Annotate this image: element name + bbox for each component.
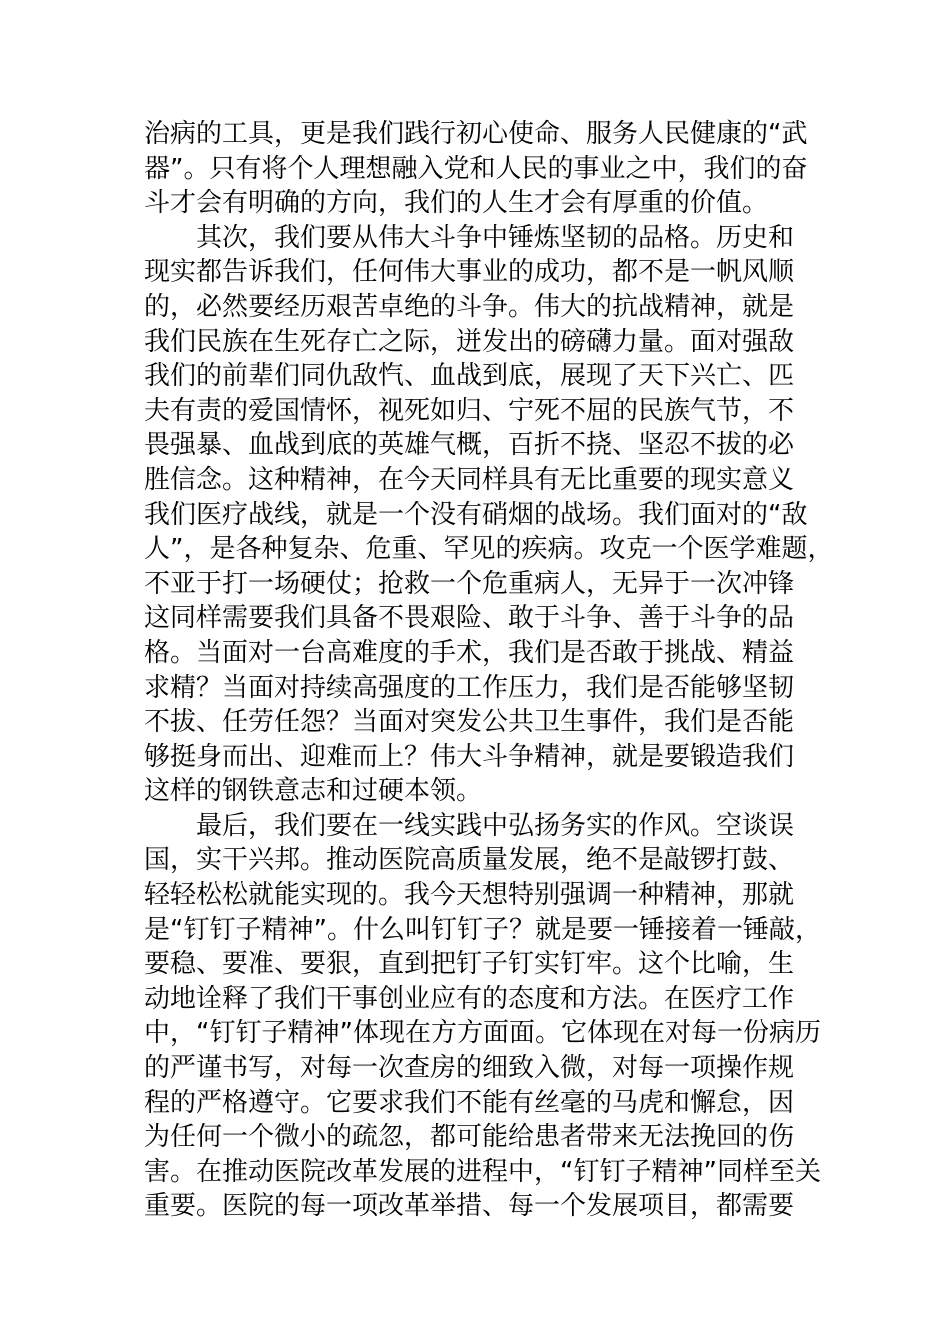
text-line: 这同样需要我们具备不畏艰险、敢于斗争、善于斗争的品 <box>144 603 795 634</box>
text-line: 重要。医院的每一项改革举措、每一个发展项目，都需要 <box>144 1191 795 1222</box>
text-line: 的严谨书写，对每一次查房的细致入微，对每一项操作规 <box>144 1053 795 1084</box>
text-line: 是“钉钉子精神”。什么叫钉钉子？就是要一锤接着一锤敲， <box>144 914 821 945</box>
text-line: 我们的前辈们同仇敌忾、血战到底，展现了天下兴亡、匹 <box>144 361 795 392</box>
text-line: 动地诠释了我们干事创业应有的态度和方法。在医疗工作 <box>144 983 795 1014</box>
text-line: 够挺身而出、迎难而上？伟大斗争精神，就是要锻造我们 <box>144 741 795 772</box>
text-line: 斗才会有明确的方向，我们的人生才会有厚重的价值。 <box>144 188 769 219</box>
text-line: 格。当面对一台高难度的手术，我们是否敢于挑战、精益 <box>144 637 795 668</box>
text-line: 这样的钢铁意志和过硬本领。 <box>144 776 483 807</box>
paragraph-first-line: 其次，我们要从伟大斗争中锤炼坚韧的品格。历史和 <box>196 222 795 253</box>
text-line: 求精？当面对持续高强度的工作压力，我们是否能够坚韧 <box>144 672 795 703</box>
text-line: 的，必然要经历艰苦卓绝的斗争。伟大的抗战精神，就是 <box>144 291 795 322</box>
text-line: 不亚于打一场硬仗；抢救一个危重病人，无异于一次冲锋 <box>144 568 795 599</box>
body-text <box>144 117 844 1224</box>
text-line: 国，实干兴邦。推动医院高质量发展，绝不是敲锣打鼓、 <box>144 845 795 876</box>
text-line: 我们医疗战线，就是一个没有硝烟的战场。我们面对的“敌 <box>144 499 808 530</box>
text-line: 程的严格遵守。它要求我们不能有丝毫的马虎和懈怠，因 <box>144 1087 795 1118</box>
text-line: 中，“钉钉子精神”体现在方方面面。它体现在对每一份病历 <box>144 1018 821 1049</box>
text-line: 为任何一个微小的疏忽，都可能给患者带来无法挽回的伤 <box>144 1122 795 1153</box>
text-line: 不拔、任劳任怨？当面对突发公共卫生事件，我们是否能 <box>144 707 795 738</box>
text-line: 我们民族在生死存亡之际，迸发出的磅礴力量。面对强敌 <box>144 326 795 357</box>
text-line: 治病的工具，更是我们践行初心使命、服务人民健康的“武 <box>144 119 808 149</box>
text-line: 胜信念。这种精神，在今天同样具有无比重要的现实意义 <box>144 464 795 495</box>
text-line: 畏强暴、血战到底的英雄气概，百折不挠、坚忍不拔的必 <box>144 430 795 461</box>
paragraph-first-line: 最后，我们要在一线实践中弘扬务实的作风。空谈误 <box>196 810 795 841</box>
text-line: 器”。只有将个人理想融入党和人民的事业之中，我们的奋 <box>144 153 808 184</box>
text-line: 轻轻松松就能实现的。我今天想特别强调一种精神，那就 <box>144 880 795 911</box>
text-line: 现实都告诉我们，任何伟大事业的成功，都不是一帆风顺 <box>144 257 795 288</box>
text-line: 要稳、要准、要狠，直到把钉子钉实钉牢。这个比喻，生 <box>144 949 795 980</box>
text-line: 人”，是各种复杂、危重、罕见的疾病。攻克一个医学难题， <box>144 534 834 565</box>
text-line: 害。在推动医院改革发展的进程中，“钉钉子精神”同样至关 <box>144 1156 821 1187</box>
text-line: 夫有责的爱国情怀，视死如归、宁死不屈的民族气节，不 <box>144 395 795 426</box>
